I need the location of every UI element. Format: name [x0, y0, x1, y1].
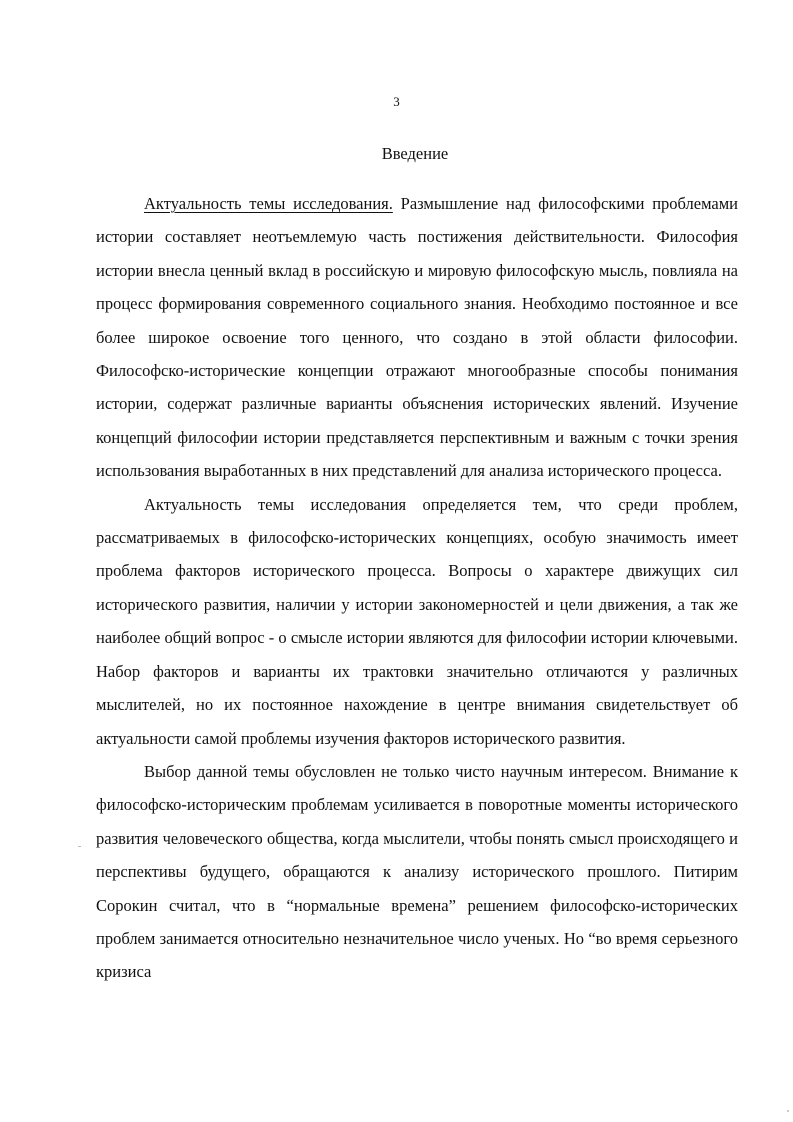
page-number: 3 [393, 94, 400, 109]
section-heading: Введение [381, 144, 449, 163]
relevance-lead: Актуальность темы исследования. [144, 194, 393, 213]
scan-artifact [787, 1110, 789, 1112]
paragraph-1-text: Размышление над философскими проблемами истории составляет неотъемлемую часть постижения действительности. Философия истории внесла ценный вклад в российскую и мировую философскую мысль, повлияла на процесс формирования современного социального знания. Необходимо постоянное и все более широкое освоение того ценного, что создано в этой области философии. Философско-исторические концепции отражают многообразные способы понимания истории, содержат различные варианты объяснения исторических явлений. Изучение концепций философии истории представляется перспективным и важным с точки зрения использования выработанных в них представлений для анализа исторического процесса. [96, 194, 739, 481]
paragraph-relevance [96, 187, 738, 488]
paragraph-factors: Актуальность темы исследования определяется тем, что среди проблем, рассматриваемых в философско-исторических концепциях, особую значимость имеет проблема факторов исторического процесса. Вопросы о характере движущих сил исторического развития, наличии у истории закономерностей и цели движения, а так же наиболее общий вопрос - о смысле истории являются для философии истории ключевыми. Набор факторов и варианты их трактовки значительно отличаются у различных мыслителей, но их постоянное нахождение в центре внимания свидетельствует об актуальности самой проблемы изучения факторов исторического развития. [96, 494, 738, 748]
paragraph-topic-choice: Выбор данной темы обусловлен не только чисто научным интересом. Внимание к философско-историческим проблемам усиливается в поворотные моменты исторического развития человеческого общества, когда мыслители, чтобы понять смысл происходящего и перспективы будущего, обращаются к анализу исторического прошлого. Питирим Сорокин считал, что в “нормальные времена” решением философско-исторических проблем занимается относительно незначительное число ученых. Но “во время серьезного кризиса [96, 761, 738, 982]
body-text [96, 187, 738, 989]
scan-artifact [78, 846, 81, 847]
